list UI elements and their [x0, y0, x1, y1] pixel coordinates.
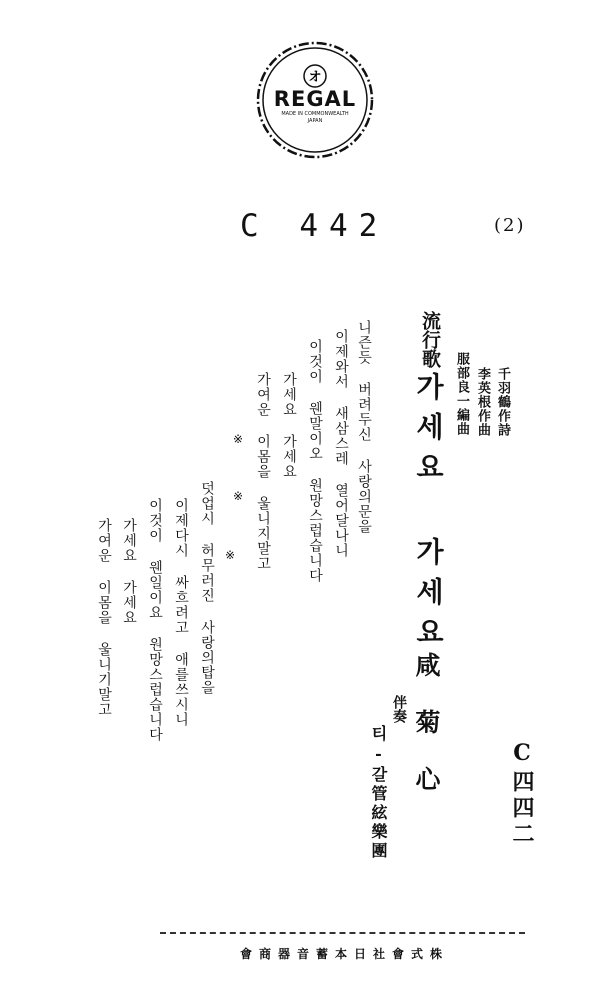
divider-rule	[160, 932, 525, 934]
lyric-line: 가세요 가세요	[281, 372, 297, 479]
genre-label: 流行歌	[419, 311, 441, 368]
lyric-line: 니즌듯 버려두신 사랑의문을	[356, 320, 372, 534]
lyric-line: 가여운 이몸을 울니기말고	[96, 518, 112, 717]
lyric-line: 가세요 가세요	[121, 518, 137, 625]
song-title: 가세요 가세요	[412, 372, 445, 657]
lyric-line: 가여운 이몸을 울니지말고	[255, 372, 271, 571]
lyric-line: 이것이 웬말이오 원망스럽습니다	[307, 339, 323, 583]
logo-subline-2: JAPAN	[307, 118, 323, 124]
logo-emblem: オ	[308, 70, 322, 85]
regal-logo	[255, 40, 375, 160]
separator-mark: ※	[233, 432, 244, 446]
side-number: (2)	[494, 215, 526, 236]
arranger-credit: 服部良一編曲	[454, 352, 469, 436]
separator-mark: ※	[233, 489, 244, 503]
logo-subline-1: MADE IN COMMONWEALTH	[281, 111, 349, 117]
lyric-line: 이것이 웬일이요 원망스럽습니다	[147, 498, 163, 742]
accompaniment-label: 伴奏	[391, 695, 407, 723]
separator-mark: ※	[225, 548, 236, 562]
spine-catalog-number: C四四二	[509, 740, 535, 848]
performer-name: 티-갈管絃樂團	[369, 725, 388, 861]
lyric-line: 이제와서 새삼스레 열어달나니	[333, 329, 349, 558]
singer-name: 咸菊心	[412, 652, 441, 823]
lyric-line: 덧업시 허무러진 사랑의탑을	[199, 481, 215, 695]
company-name: 株式會社日本蓄音器商會	[239, 947, 449, 961]
catalog-number: C 442	[240, 208, 389, 244]
lyric-line: 이제다시 싸흐려고 애를쓰시니	[173, 498, 189, 727]
logo-brand: REGAL	[273, 87, 357, 111]
composer-credit: 李英根作曲	[475, 367, 490, 437]
lyricist-credit: 千羽鶴作詩	[495, 367, 510, 437]
